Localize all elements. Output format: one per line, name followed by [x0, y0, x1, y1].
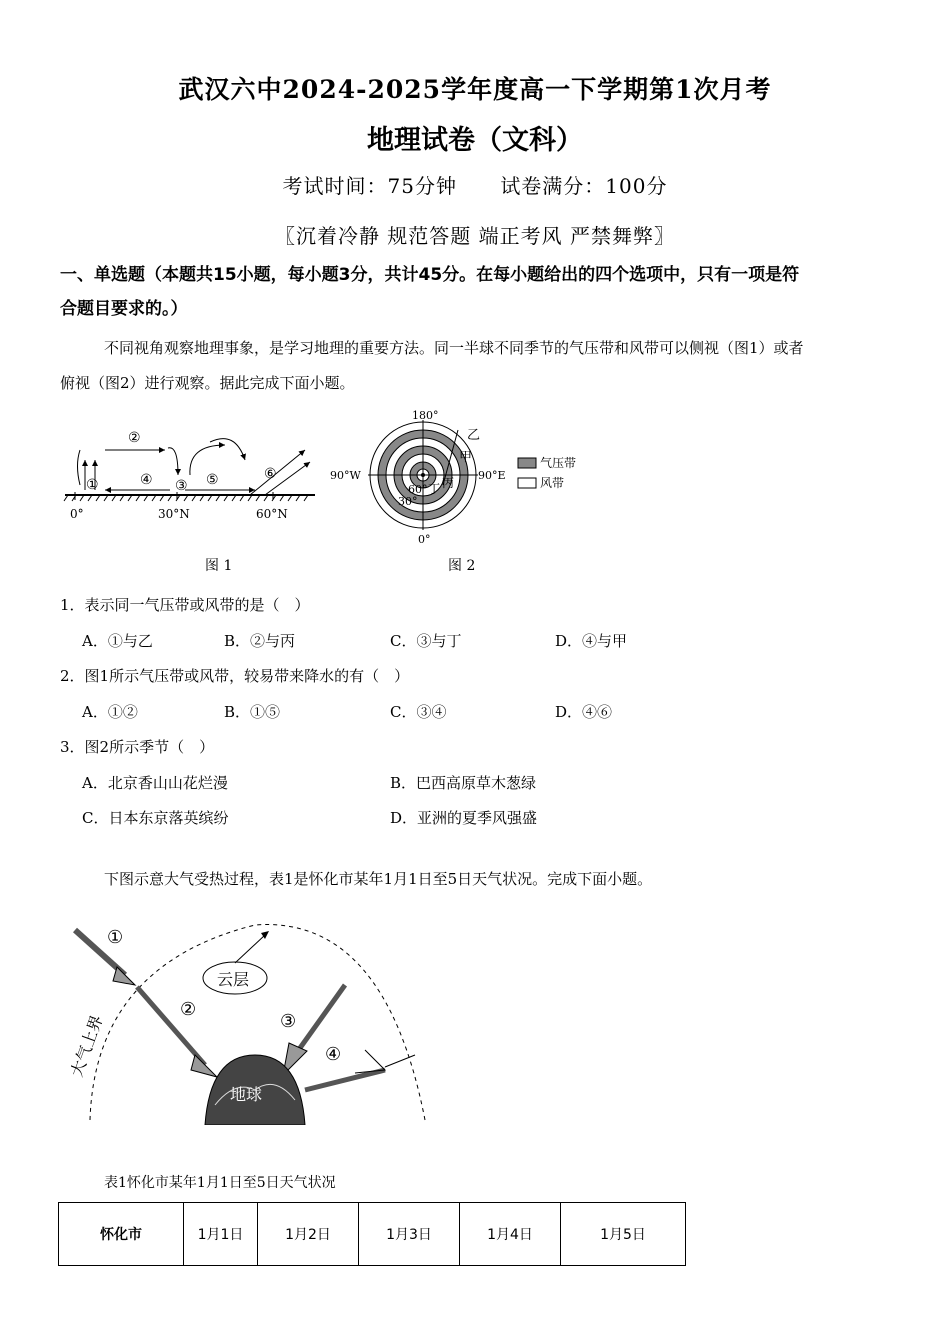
- q1-option-b: B．②与丙: [224, 632, 296, 650]
- exam-title: 武汉六中2024-2025学年度高一下学期第1次月考: [178, 75, 772, 104]
- fig2-jia: 甲: [459, 450, 473, 465]
- fig2-30: 30°: [398, 495, 418, 508]
- weather-table: [58, 1202, 686, 1266]
- legend-wind: 风带: [540, 476, 565, 490]
- exam-info: [0, 170, 950, 199]
- fig3-label-2: ②: [180, 999, 197, 1020]
- fig1-label-6: ⑥: [264, 466, 277, 482]
- legend-pressure: 气压带: [540, 456, 577, 470]
- q2-option-c: C．③④: [390, 703, 447, 721]
- q2-option-a: A．①②: [82, 703, 138, 721]
- q1-option-d: D．④与甲: [555, 632, 628, 650]
- q2-option-b: B．①⑤: [224, 703, 281, 721]
- question-2-stem: 2．图1所示气压带或风带，较易带来降水的有（ ）: [60, 667, 410, 685]
- figure-2: [330, 405, 600, 545]
- fig1-label-1: ①: [86, 477, 99, 493]
- fig2-bottom: 0°: [418, 533, 431, 545]
- passage-1-line2: 俯视（图2）进行观察。据此完成下面小题。: [60, 374, 355, 392]
- table-header-jan1: 1月1日: [184, 1203, 258, 1266]
- q3-option-b: B．巴西高原草木葱绿: [390, 774, 537, 792]
- section-heading: [60, 258, 900, 326]
- table-header-city: 怀化市: [59, 1203, 184, 1266]
- fig2-top: 180°: [412, 409, 439, 422]
- passage-2: 下图示意大气受热过程，表1是怀化市某年1月1日至5日天气状况。完成下面小题。: [104, 870, 653, 888]
- section-heading-line2: 合题目要求的。）: [60, 299, 188, 319]
- q2-option-d: D．④⑥: [555, 703, 613, 721]
- fig2-right: 90°E: [478, 469, 506, 482]
- fig3-atmos: 大气上界: [66, 1012, 107, 1080]
- fig2-left: 90°W: [330, 469, 361, 482]
- fig1-lat-0: 0°: [70, 507, 84, 521]
- q3-option-d: D．亚洲的夏季风强盛: [390, 809, 538, 827]
- fig3-cloud: 云层: [217, 970, 250, 989]
- fig2-60: 60°: [408, 483, 428, 496]
- question-1-stem: 1．表示同一气压带或风带的是（ ）: [60, 596, 310, 614]
- exam-time: 考试时间：75分钟: [282, 174, 457, 198]
- fig1-label-5: ⑤: [206, 472, 219, 488]
- section-heading-line1: 一、单选题（本题共15小题，每小题3分，共计45分。在每小题给出的四个选项中，只有一项是符: [60, 265, 800, 285]
- exam-subtitle: 地理试卷（文科）: [367, 125, 583, 156]
- figure-3: [55, 905, 445, 1125]
- fig3-label-3: ③: [280, 1011, 297, 1032]
- q3-option-c: C．日本东京落英缤纷: [82, 809, 229, 827]
- q1-option-a: A．①与乙: [82, 632, 153, 650]
- fig3-label-4: ④: [325, 1044, 342, 1065]
- full-score: 试卷满分：100分: [500, 174, 668, 198]
- fig1-label-2: ②: [128, 430, 141, 446]
- figure-1-caption: 图 1: [205, 558, 233, 574]
- table-header-jan4: 1月4日: [460, 1203, 561, 1266]
- passage-1: [60, 331, 895, 401]
- figure-2-caption: 图 2: [448, 558, 476, 574]
- fig1-label-3: ③: [175, 478, 188, 494]
- fig1-lat-60: 60°N: [256, 507, 288, 521]
- figure-1: [60, 420, 320, 530]
- exam-motto: 〖沉着冷静 规范答题 端正考风 严禁舞弊〗: [274, 224, 676, 248]
- question-3-stem: 3．图2所示季节（ ）: [60, 738, 215, 756]
- q1-option-c: C．③与丁: [390, 632, 462, 650]
- passage-1-line1: 不同视角观察地理事象，是学习地理的重要方法。同一半球不同季节的气压带和风带可以侧视（图1）或者: [104, 339, 804, 357]
- table-1-caption: 表1怀化市某年1月1日至5日天气状况: [104, 1175, 336, 1191]
- table-header-jan5: 1月5日: [561, 1203, 686, 1266]
- table-row: [59, 1203, 686, 1266]
- fig3-earth: 地球: [230, 1085, 263, 1104]
- fig2-ding: 丁: [428, 482, 441, 496]
- fig2-yi: 乙: [467, 428, 481, 443]
- table-header-jan3: 1月3日: [359, 1203, 460, 1266]
- fig1-lat-30: 30°N: [158, 507, 190, 521]
- q3-option-a: A．北京香山山花烂漫: [82, 774, 228, 792]
- fig3-label-1: ①: [107, 927, 124, 948]
- fig1-label-4: ④: [140, 472, 153, 488]
- table-header-jan2: 1月2日: [258, 1203, 359, 1266]
- fig2-bing: 丙: [442, 476, 455, 490]
